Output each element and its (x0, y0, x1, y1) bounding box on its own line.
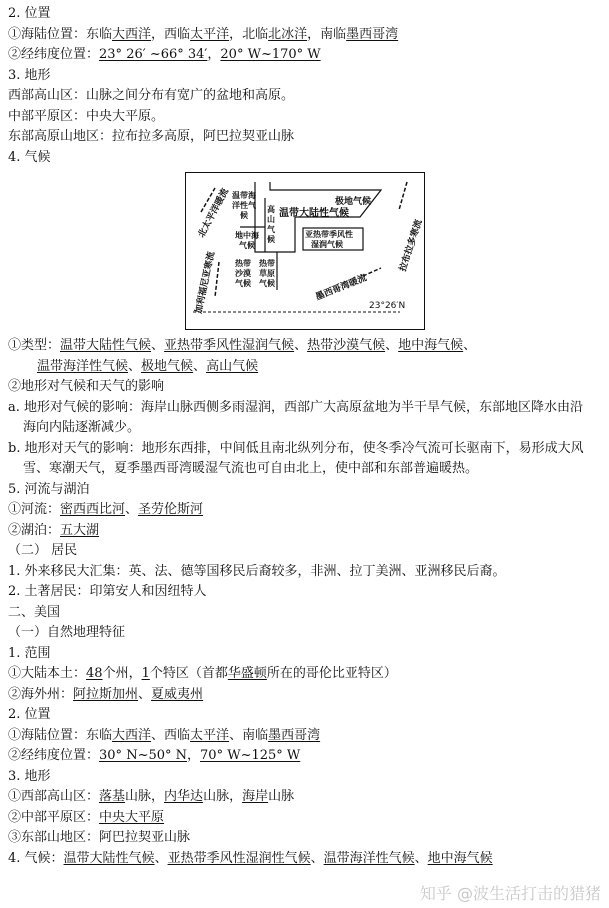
section-subtitle: （一）自然地理特征 (8, 625, 126, 640)
section-title: 二、美国 (8, 604, 61, 620)
text-line: ①海陆位置：东临大西洋，西临太平洋，北临北冰洋，南临墨西哥湾 (8, 26, 399, 42)
label-desert: 沙漠 (235, 269, 251, 278)
label-grassland: 气候 (259, 279, 275, 288)
section-title: 2. 位置 (8, 707, 51, 722)
label-north-pacific-current: 北太平洋暖流 (196, 187, 232, 240)
label-california-current: 加利福尼亚寒流 (194, 250, 218, 315)
section-title: （二） 居民 (8, 543, 78, 558)
section-title: 1. 范围 (8, 645, 51, 661)
section-title: 3. 地形 (8, 67, 51, 83)
section-title: 4. 气候 (8, 149, 51, 165)
label-polar: 极地气候 (335, 197, 372, 207)
section-title: 5. 河流与湖泊 (8, 481, 90, 497)
text-line: ②经纬度位置：23° 26′ ~66° 34′，20° W~170° W (8, 47, 321, 62)
label-temperate-continental: 温带大陆性气候 (279, 208, 349, 219)
label-gulf-stream: 墨西哥湾暖流 (314, 273, 369, 303)
label-highland: 气 (267, 225, 275, 234)
text-line: ③东部山地区：阿巴拉契亚山脉 (8, 830, 191, 845)
section-title: 3. 地形 (8, 768, 51, 784)
label-mediterranean: 地中海 (235, 231, 259, 240)
climate-diagram (185, 172, 425, 330)
label-highland: 山 (267, 215, 275, 224)
label-temperate-marine: 温带海 (232, 191, 256, 200)
section-title: 2. 位置 (8, 6, 51, 21)
label-temperate-marine: 洋性气 (232, 201, 256, 210)
label-temperate-marine: 候 (240, 211, 248, 220)
text-line: ①大陆本土：48个州，1个特区（首都华盛顿所在的哥伦比亚特区） (8, 666, 397, 681)
label-highland: 候 (267, 235, 275, 244)
text-line: ②经纬度位置：30° N~50° N，70° W~125° W (8, 748, 301, 763)
watermark: 知乎 @波生活打击的猎猪 (419, 883, 601, 903)
text-line: 2. 土著居民：印第安人和因纽特人 (8, 584, 207, 599)
text-line: ①海陆位置：东临大西洋、西临太平洋、南临墨西哥湾 (8, 727, 321, 743)
label-desert: 热带 (235, 259, 251, 268)
text-line: 温带海洋性气候、极地气候、高山气候 (37, 358, 259, 374)
text-line: ②湖泊：五大湖 (8, 522, 100, 538)
label-subtropical: 亚热带季风性 (305, 230, 353, 239)
label-latitude: 23°26′N (369, 301, 406, 311)
label-grassland: 热带 (259, 259, 275, 268)
label-highland: 高 (267, 205, 275, 214)
label-desert: 气候 (235, 279, 251, 288)
text-line: ②中部平原区：中央大平原 (8, 809, 165, 825)
text-line: 东部高原山地区：拉布拉多高原，阿巴拉契亚山脉 (8, 129, 295, 144)
text-line: 1. 外来移民大汇集：英、法、德等国移民后裔较多，非洲、拉丁美洲、亚洲移民后裔。 (8, 563, 506, 579)
text-line: ①西部高山区：落基山脉，内华达山脉，海岸山脉 (8, 789, 295, 804)
label-mediterranean: 气候 (239, 241, 255, 250)
text-line: 4. 气候：温带大陆性气候、亚热带季风性湿润性气候、温带海洋性气候、地中海气候 (8, 850, 493, 866)
text-line: ①河流：密西西比河、圣劳伦斯河 (8, 502, 204, 517)
text-line: ②海外州：阿拉斯加州、夏威夷州 (8, 686, 204, 702)
label-subtropical: 湿润气候 (311, 240, 343, 249)
text-line: ①类型：温带大陆性气候、亚热带季风性湿润气候、热带沙漠气候、地中海气候、 (8, 338, 477, 353)
text-line: ②地形对气候和天气的影响 (8, 379, 165, 394)
text-paragraph: a. 地形对气候的影响：海岸山脉西侧多雨湿润，西部广大高原盆地为半干旱气候，东部地区降水由沿海向内陆逐渐减少。 (8, 399, 584, 435)
text-line: 西部高山区：山脉之间分布有宽广的盆地和高原。 (8, 88, 295, 103)
text-line: 中部平原区：中央大平原。 (8, 108, 165, 124)
text-paragraph: b. 地形对天气的影响：地形东西排，中间低且南北纵列分布，使冬季冷气流可长驱南下，易形成大风雪、寒潮天气，夏季墨西哥湾暖湿气流也可自由北上，使中部和东部普遍暖热。 (8, 440, 584, 476)
climate-diagram-wrap (8, 172, 603, 332)
label-labrador-current: 拉布拉多寒流 (398, 218, 425, 273)
label-grassland: 草原 (259, 269, 275, 278)
